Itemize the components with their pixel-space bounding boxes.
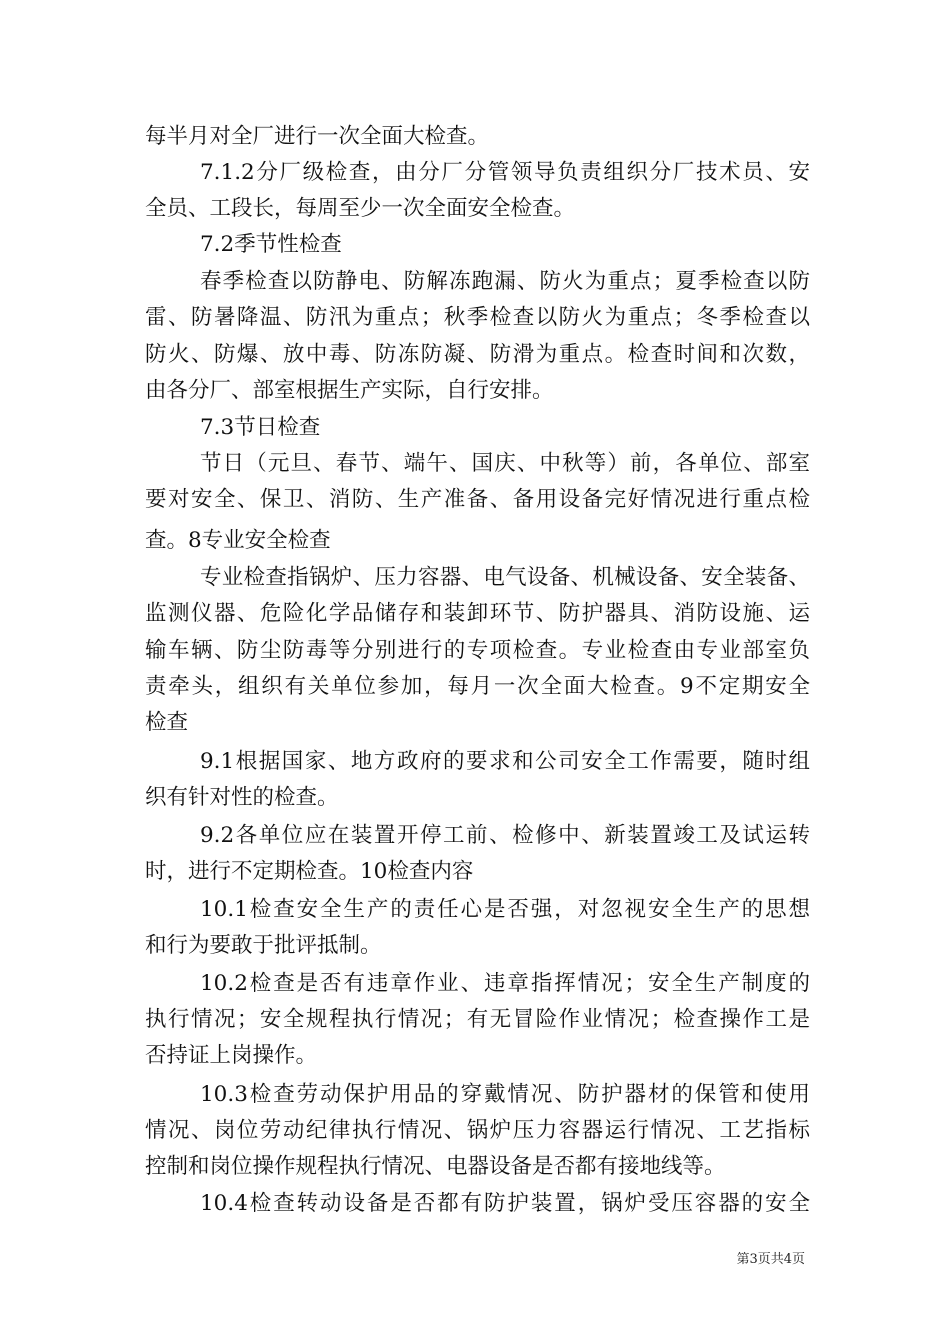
paragraph-line: 10.3检查劳动保护用品的穿戴情况、防护器材的保管和使用 xyxy=(200,1082,810,1107)
paragraph-line: 执行情况；安全规程执行情况；有无冒险作业情况；检查操作工是 xyxy=(145,1007,810,1032)
section-heading: 7.2季节性检查 xyxy=(200,232,342,257)
section-heading: 7.3节日检查 xyxy=(200,415,321,440)
paragraph-line: 时，进行不定期检查。10检查内容 xyxy=(145,859,474,884)
paragraph-line: 输车辆、防尘防毒等分别进行的专项检查。专业检查由专业部室负 xyxy=(145,638,810,663)
paragraph-line: 否持证上岗操作。 xyxy=(145,1043,318,1068)
paragraph-line: 查。8专业安全检查 xyxy=(145,528,331,553)
paragraph-line: 10.1检查安全生产的责任心是否强，对忽视安全生产的思想 xyxy=(200,897,810,922)
paragraph-line: 9.1根据国家、地方政府的要求和公司安全工作需要，随时组 xyxy=(200,749,810,774)
paragraph-line: 10.4检查转动设备是否都有防护装置，锅炉受压容器的安全 xyxy=(200,1191,810,1216)
paragraph-line: 控制和岗位操作规程执行情况、电器设备是否都有接地线等。 xyxy=(145,1154,726,1179)
paragraph-line: 监测仪器、危险化学品储存和装卸环节、防护器具、消防设施、运 xyxy=(145,601,810,626)
paragraph-line: 织有针对性的检查。 xyxy=(145,785,339,810)
paragraph-line: 节日（元旦、春节、端午、国庆、中秋等）前，各单位、部室 xyxy=(200,451,810,476)
paragraph-line: 责牵头，组织有关单位参加，每月一次全面大检查。9不定期安全 xyxy=(145,674,810,699)
paragraph-line: 由各分厂、部室根据生产实际，自行安排。 xyxy=(145,378,554,403)
paragraph-line: 7.1.2分厂级检查，由分厂分管领导负责组织分厂技术员、安 xyxy=(200,160,810,185)
paragraph-line: 检查 xyxy=(145,710,189,735)
page-number: 第3页共4页 xyxy=(736,1252,805,1267)
paragraph-line: 9.2各单位应在装置开停工前、检修中、新装置竣工及试运转 xyxy=(200,823,810,848)
paragraph-line: 防火、防爆、放中毒、防冻防凝、防滑为重点。检查时间和次数， xyxy=(145,342,810,367)
paragraph-line: 全员、工段长，每周至少一次全面安全检查。 xyxy=(145,196,576,221)
paragraph-line: 每半月对全厂进行一次全面大检查。 xyxy=(145,124,490,149)
paragraph-line: 和行为要敢于批评抵制。 xyxy=(145,933,382,958)
paragraph-line: 情况、岗位劳动纪律执行情况、锅炉压力容器运行情况、工艺指标 xyxy=(145,1118,810,1143)
paragraph-line: 雷、防暑降温、防汛为重点；秋季检查以防火为重点；冬季检查以 xyxy=(145,305,810,330)
paragraph-line: 要对安全、保卫、消防、生产准备、备用设备完好情况进行重点检 xyxy=(145,487,810,512)
paragraph-line: 春季检查以防静电、防解冻跑漏、防火为重点；夏季检查以防 xyxy=(200,269,810,294)
paragraph-line: 专业检查指锅炉、压力容器、电气设备、机械设备、安全装备、 xyxy=(200,565,810,590)
paragraph-line: 10.2检查是否有违章作业、违章指挥情况；安全生产制度的 xyxy=(200,971,810,996)
